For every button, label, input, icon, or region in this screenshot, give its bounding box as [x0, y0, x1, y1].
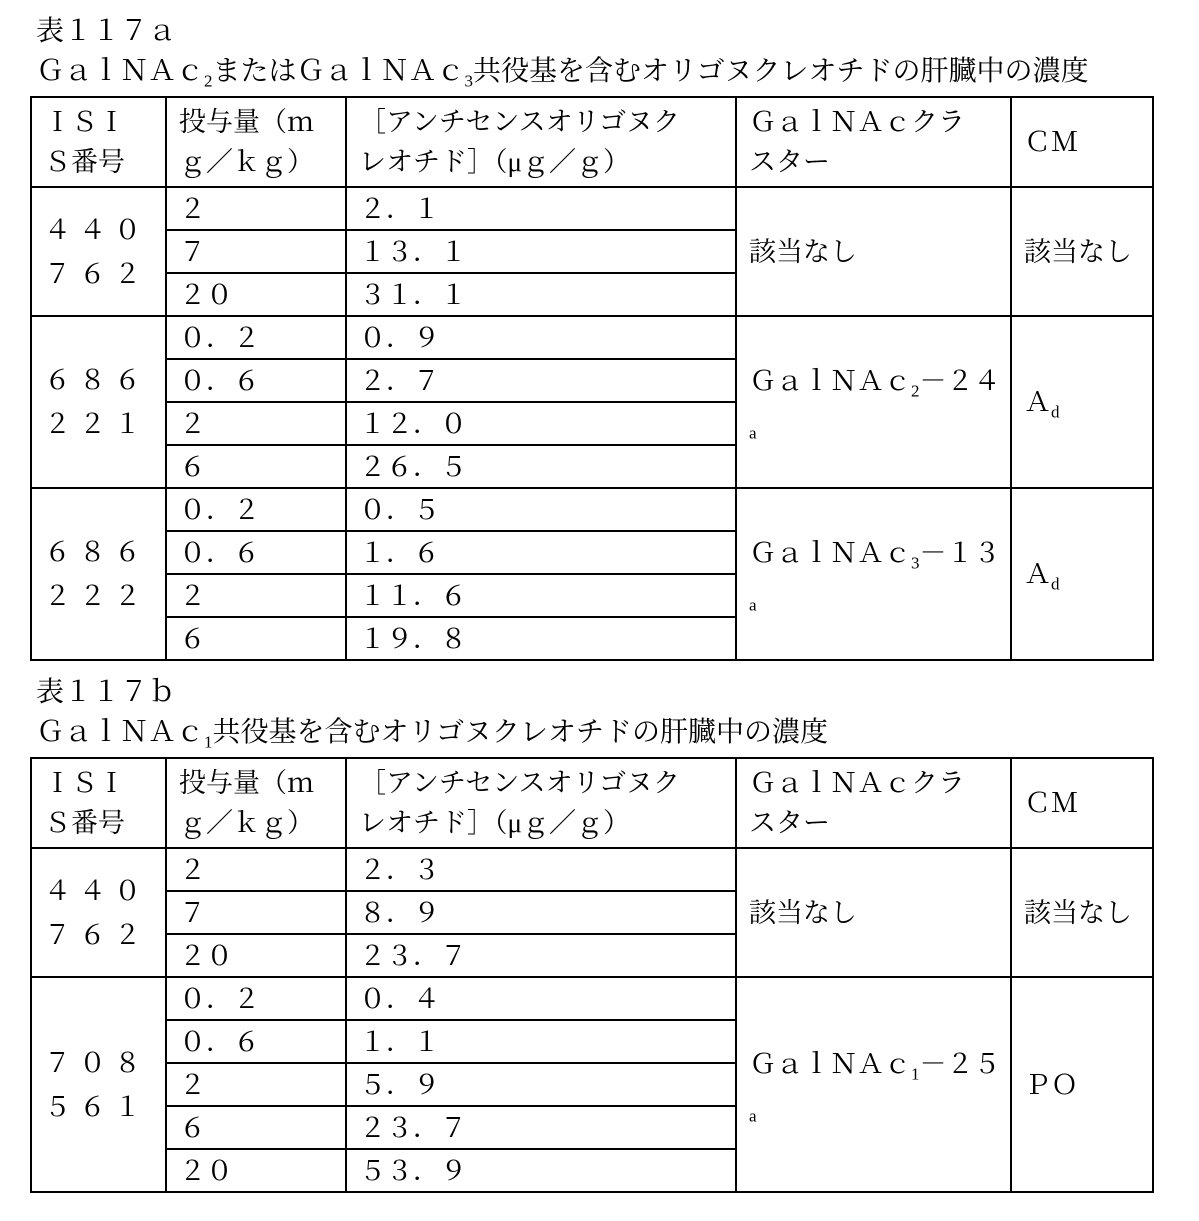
- dose-cell: ０．６: [166, 531, 346, 574]
- table-a-subtitle: ＧａｌＮＡｃ$_2$またはＧａｌＮＡｃ$_3$共役基を含むオリゴヌクレオチドの肝臓中の濃度: [36, 56, 1089, 91]
- table-a-header-row: [31, 97, 1153, 187]
- dose-cell: ０．６: [166, 359, 346, 402]
- header-dose: 投与量（ｍ ｇ／ｋｇ）: [166, 758, 346, 848]
- table-row: [31, 848, 1153, 891]
- concentration-cell: １９．８: [346, 617, 736, 660]
- table-b: [30, 757, 1154, 1193]
- table-a: [30, 96, 1154, 661]
- cm-cell: ＰＯ: [1011, 977, 1153, 1192]
- dose-cell: ２０: [166, 1149, 346, 1192]
- dose-cell: ２: [166, 574, 346, 617]
- galnac-cluster-cell: $GalNAc_3-13_a$: [736, 488, 1011, 660]
- concentration-cell: ２３．７: [346, 1106, 736, 1149]
- concentration-cell: ３１．１: [346, 273, 736, 316]
- dose-cell: ６: [166, 445, 346, 488]
- isis-number-cell: ７０８ ５６１: [31, 977, 166, 1192]
- table-row: [31, 187, 1153, 230]
- dose-cell: ２０: [166, 273, 346, 316]
- dose-cell: ２: [166, 1063, 346, 1106]
- concentration-cell: ２．７: [346, 359, 736, 402]
- concentration-cell: ０．５: [346, 488, 736, 531]
- dose-cell: ０．２: [166, 977, 346, 1020]
- concentration-cell: １．６: [346, 531, 736, 574]
- galnac-cluster-cell: $GalNAc_1-25_a$: [736, 977, 1011, 1192]
- isis-number-cell: ４４０ ７６２: [31, 187, 166, 316]
- header-dose: 投与量（ｍ ｇ／ｋｇ）: [166, 97, 346, 187]
- cm-cell: 該当なし: [1011, 187, 1153, 316]
- concentration-cell: ５３．９: [346, 1149, 736, 1192]
- header-galnac-cluster: ＧａｌＮＡｃクラ スター: [736, 758, 1011, 848]
- concentration-cell: １２．０: [346, 402, 736, 445]
- cm-cell: Ａ$_d$: [1011, 316, 1153, 488]
- dose-cell: ０．６: [166, 1020, 346, 1063]
- table-b-title: 表１１７ｂ: [36, 677, 177, 708]
- dose-cell: ６: [166, 1106, 346, 1149]
- table-b-header-row: [31, 758, 1153, 848]
- concentration-cell: ０．９: [346, 316, 736, 359]
- table-row: [31, 316, 1153, 359]
- isis-number-cell: ６８６ ２２２: [31, 488, 166, 660]
- table-a-body: [31, 187, 1153, 660]
- isis-number-cell: ４４０ ７６２: [31, 848, 166, 977]
- table-row: [31, 488, 1153, 531]
- concentration-cell: ２．３: [346, 848, 736, 891]
- concentration-cell: ５．９: [346, 1063, 736, 1106]
- concentration-cell: ２．１: [346, 187, 736, 230]
- dose-cell: ２: [166, 848, 346, 891]
- galnac-cluster-cell: 該当なし: [736, 187, 1011, 316]
- header-cm: ＣＭ: [1011, 758, 1153, 848]
- isis-number-cell: ６８６ ２２１: [31, 316, 166, 488]
- galnac-cluster-cell: 該当なし: [736, 848, 1011, 977]
- galnac-cluster-cell: $GalNAc_2-24_a$: [736, 316, 1011, 488]
- table-row: [31, 977, 1153, 1020]
- header-antisense-concentration: ［アンチセンスオリゴヌク レオチド］（μｇ／ｇ）: [346, 97, 736, 187]
- table-a-title: 表１１７ａ: [36, 16, 177, 47]
- concentration-cell: ２６．５: [346, 445, 736, 488]
- dose-cell: ０．２: [166, 316, 346, 359]
- dose-cell: ７: [166, 230, 346, 273]
- dose-cell: ２: [166, 402, 346, 445]
- table-b-body: [31, 848, 1153, 1192]
- header-isis-number: ＩＳＩ Ｓ番号: [31, 758, 166, 848]
- header-cm: ＣＭ: [1011, 97, 1153, 187]
- cm-cell: 該当なし: [1011, 848, 1153, 977]
- table-b-subtitle: ＧａｌＮＡｃ$_1$共役基を含むオリゴヌクレオチドの肝臓中の濃度: [36, 717, 828, 752]
- dose-cell: ６: [166, 617, 346, 660]
- concentration-cell: １１．６: [346, 574, 736, 617]
- cm-cell: Ａ$_d$: [1011, 488, 1153, 660]
- concentration-cell: ８．９: [346, 891, 736, 934]
- header-antisense-concentration: ［アンチセンスオリゴヌク レオチド］（μｇ／ｇ）: [346, 758, 736, 848]
- header-isis-number: ＩＳＩ Ｓ番号: [31, 97, 166, 187]
- concentration-cell: １．１: [346, 1020, 736, 1063]
- concentration-cell: ２３．７: [346, 934, 736, 977]
- dose-cell: ２: [166, 187, 346, 230]
- concentration-cell: １３．１: [346, 230, 736, 273]
- concentration-cell: ０．４: [346, 977, 736, 1020]
- dose-cell: ０．２: [166, 488, 346, 531]
- dose-cell: ２０: [166, 934, 346, 977]
- header-galnac-cluster: ＧａｌＮＡｃクラ スター: [736, 97, 1011, 187]
- dose-cell: ７: [166, 891, 346, 934]
